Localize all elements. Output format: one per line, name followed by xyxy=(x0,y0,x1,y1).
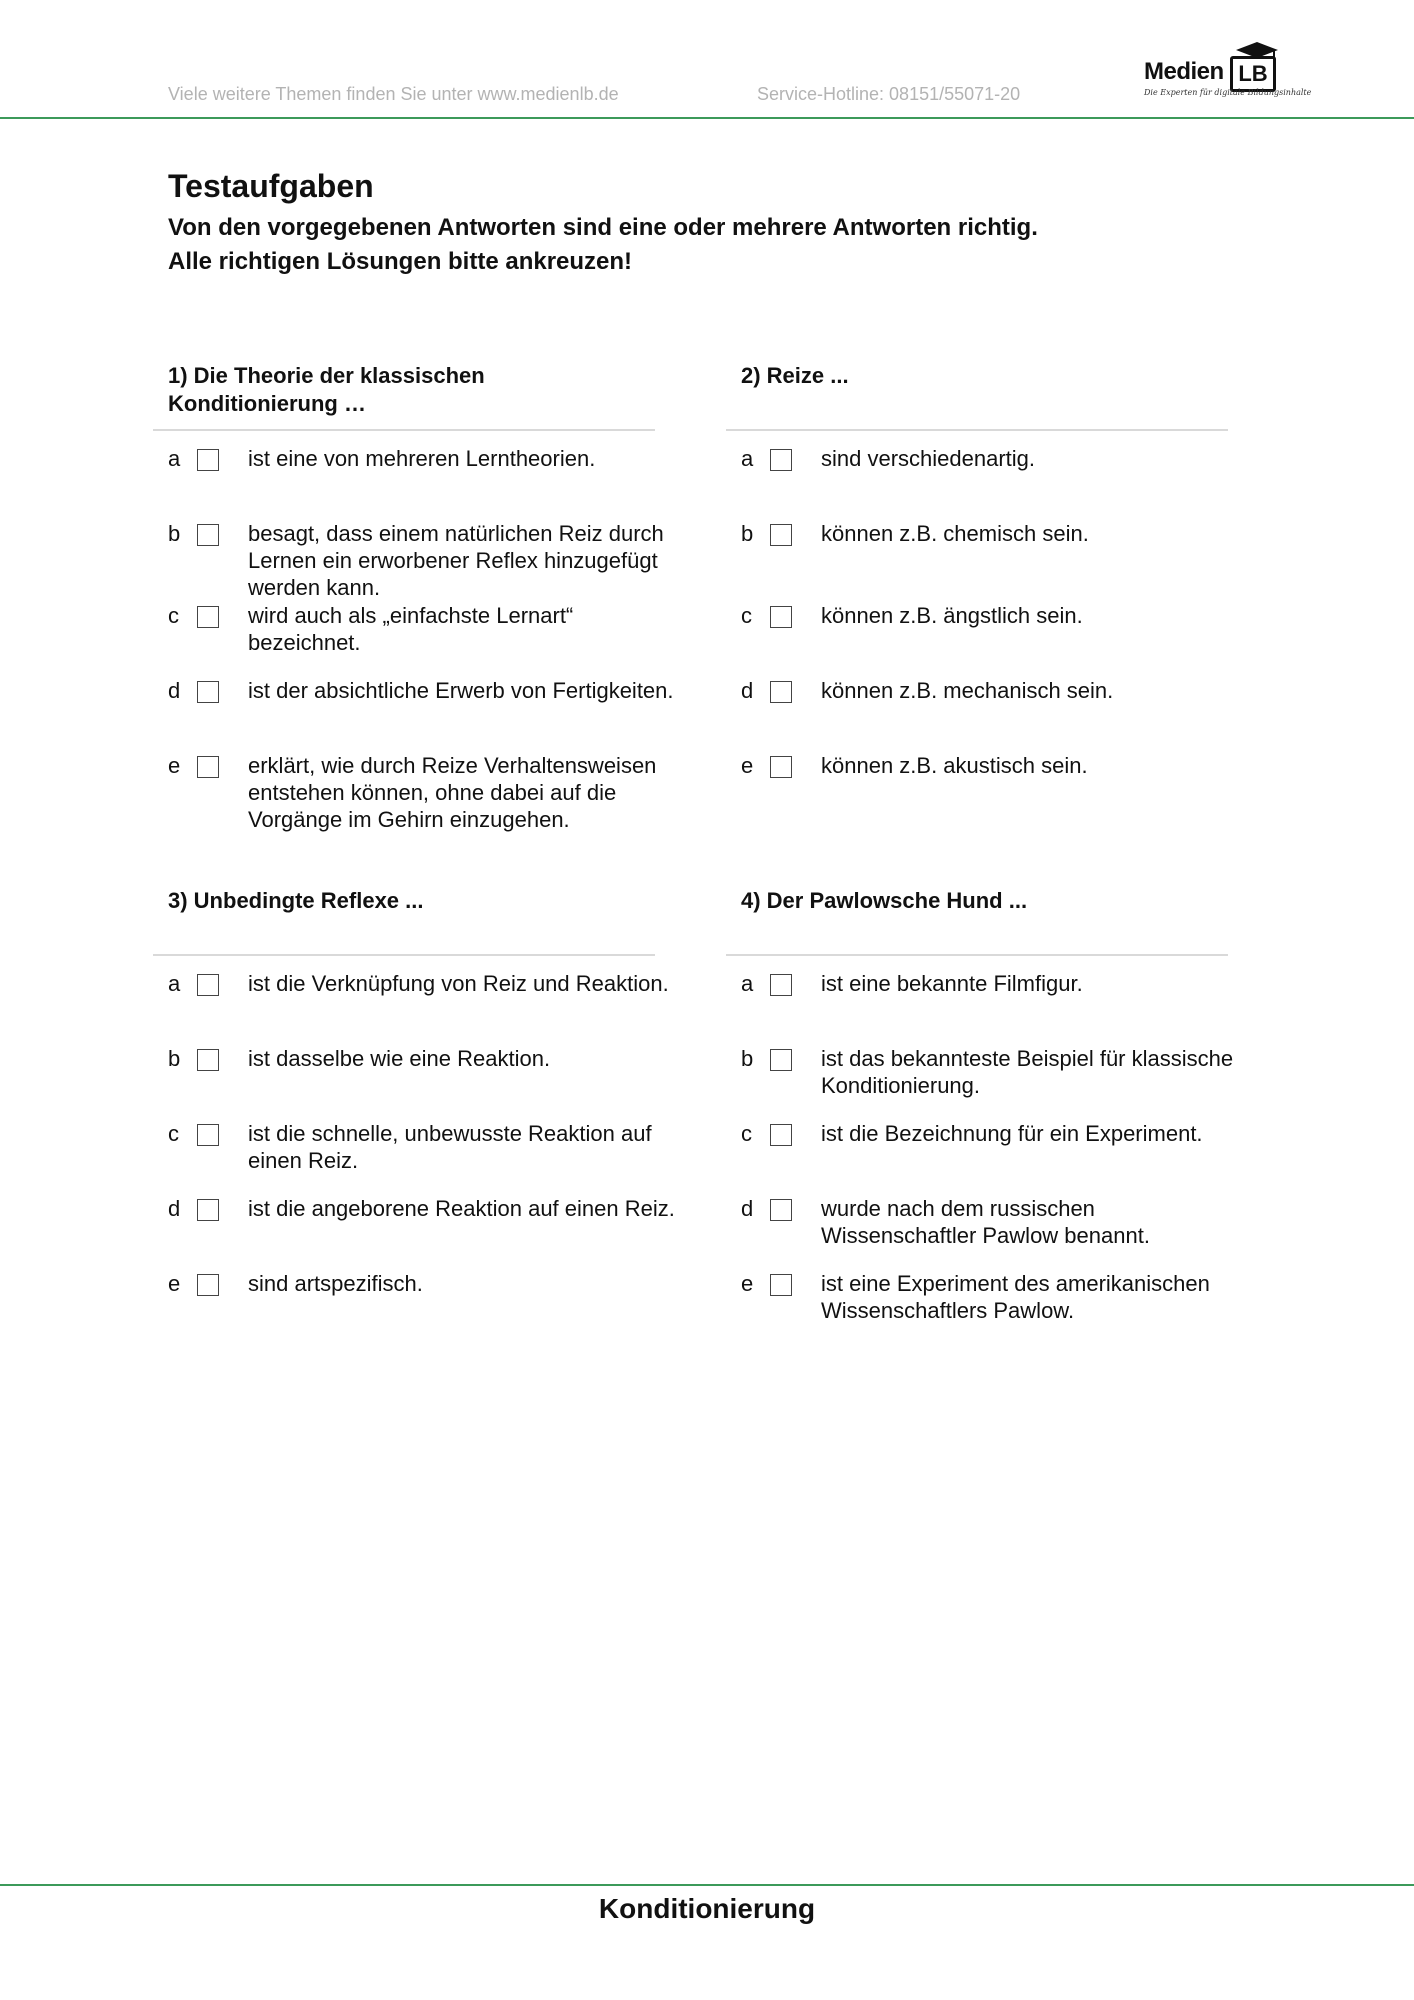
question-4-heading: 4) Der Pawlowsche Hund ... xyxy=(741,888,1028,913)
answer-checkbox[interactable] xyxy=(197,524,219,546)
answer-checkbox[interactable] xyxy=(770,524,792,546)
medienlb-logo xyxy=(1142,42,1312,102)
question-1-heading: 1) Die Theorie der klassischen Konditionierung … xyxy=(168,363,485,416)
option-letter: e xyxy=(168,753,181,778)
option-letter: d xyxy=(168,678,181,703)
option-text: ist die angeborene Reaktion auf einen Reiz. xyxy=(248,1196,675,1221)
answer-checkbox[interactable] xyxy=(197,681,219,703)
option-text: ist das bekannteste Beispiel für klassische Konditionierung. xyxy=(821,1046,1234,1098)
answer-checkbox[interactable] xyxy=(197,974,219,996)
option-letter: a xyxy=(741,971,754,996)
instruction-line-2: Alle richtigen Lösungen bitte ankreuzen! xyxy=(168,248,633,275)
header-hotline-text: Service-Hotline: 08151/55071-20 xyxy=(757,84,1021,104)
option-letter: d xyxy=(168,1196,181,1221)
footer-divider xyxy=(0,1884,1414,1886)
answer-checkbox[interactable] xyxy=(770,1049,792,1071)
answer-checkbox[interactable] xyxy=(197,1124,219,1146)
answer-checkbox[interactable] xyxy=(770,974,792,996)
option-letter: e xyxy=(741,1271,754,1296)
answer-checkbox[interactable] xyxy=(770,681,792,703)
option-letter: b xyxy=(168,521,181,546)
option-text: ist eine von mehreren Lerntheorien. xyxy=(248,446,596,471)
answer-checkbox[interactable] xyxy=(770,449,792,471)
option-text: ist der absichtliche Erwerb von Fertigkeiten. xyxy=(248,678,674,703)
option-text: können z.B. ängstlich sein. xyxy=(821,603,1083,628)
option-letter: a xyxy=(741,446,754,471)
question-4-divider xyxy=(726,954,1228,956)
option-text: besagt, dass einem natürlichen Reiz durch Lernen ein erworbener Reflex hinzugefügt werden kann. xyxy=(248,521,664,600)
answer-checkbox[interactable] xyxy=(197,756,219,778)
option-letter: c xyxy=(741,603,752,628)
answer-checkbox[interactable] xyxy=(197,1199,219,1221)
option-text: können z.B. mechanisch sein. xyxy=(821,678,1114,703)
option-letter: c xyxy=(741,1121,752,1146)
option-letter: d xyxy=(741,1196,754,1221)
option-text: ist die Verknüpfung von Reiz und Reaktion. xyxy=(248,971,669,996)
question-3-heading: 3) Unbedingte Reflexe ... xyxy=(168,888,424,913)
option-text: ist dasselbe wie eine Reaktion. xyxy=(248,1046,551,1071)
logo-lb-box: LB xyxy=(1230,56,1276,92)
answer-checkbox[interactable] xyxy=(770,1199,792,1221)
instruction-line-1: Von den vorgegebenen Antworten sind eine oder mehrere Antworten richtig. xyxy=(168,214,1038,241)
option-letter: c xyxy=(168,603,179,628)
question-3-divider xyxy=(153,954,655,956)
option-text: ist die Bezeichnung für ein Experiment. xyxy=(821,1121,1203,1146)
footer-title: Konditionierung xyxy=(598,1893,816,1924)
option-text: sind artspezifisch. xyxy=(248,1271,423,1296)
option-letter: a xyxy=(168,971,181,996)
option-text: ist eine bekannte Filmfigur. xyxy=(821,971,1083,996)
option-letter: b xyxy=(741,1046,754,1071)
answer-checkbox[interactable] xyxy=(197,606,219,628)
option-letter: e xyxy=(741,753,754,778)
answer-checkbox[interactable] xyxy=(770,606,792,628)
option-text: erklärt, wie durch Reize Verhaltensweisen entstehen können, ohne dabei auf die Vorgänge im Gehirn einzugehen. xyxy=(248,753,657,832)
option-letter: e xyxy=(168,1271,181,1296)
option-letter: c xyxy=(168,1121,179,1146)
page-title: Testaufgaben xyxy=(168,168,374,204)
option-text: können z.B. akustisch sein. xyxy=(821,753,1088,778)
header-website-text: Viele weitere Themen finden Sie unter www.medienlb.de xyxy=(168,84,619,104)
option-letter: b xyxy=(741,521,754,546)
answer-checkbox[interactable] xyxy=(770,1124,792,1146)
option-text: wird auch als „einfachste Lernart“ bezeichnet. xyxy=(248,603,574,655)
option-text: ist die schnelle, unbewusste Reaktion auf einen Reiz. xyxy=(248,1121,652,1173)
option-letter: b xyxy=(168,1046,181,1071)
answer-checkbox[interactable] xyxy=(770,756,792,778)
header-divider xyxy=(0,117,1414,119)
graduation-cap-icon xyxy=(1234,42,1280,60)
option-text: sind verschiedenartig. xyxy=(821,446,1036,471)
option-text: ist eine Experiment des amerikanischen Wissenschaftlers Pawlow. xyxy=(821,1271,1210,1323)
answer-checkbox[interactable] xyxy=(197,1049,219,1071)
answer-checkbox[interactable] xyxy=(197,1274,219,1296)
question-2-divider xyxy=(726,429,1228,431)
option-letter: a xyxy=(168,446,181,471)
question-1-divider xyxy=(153,429,655,431)
option-letter: d xyxy=(741,678,754,703)
answer-checkbox[interactable] xyxy=(770,1274,792,1296)
logo-wordmark: Medien xyxy=(1144,58,1224,85)
question-2-heading: 2) Reize ... xyxy=(741,363,849,388)
logo-tagline: Die Experten für digitale Bildungsinhalte xyxy=(1144,88,1312,97)
option-text: können z.B. chemisch sein. xyxy=(821,521,1089,546)
option-text: wurde nach dem russischen Wissenschaftler Pawlow benannt. xyxy=(821,1196,1150,1248)
answer-checkbox[interactable] xyxy=(197,449,219,471)
